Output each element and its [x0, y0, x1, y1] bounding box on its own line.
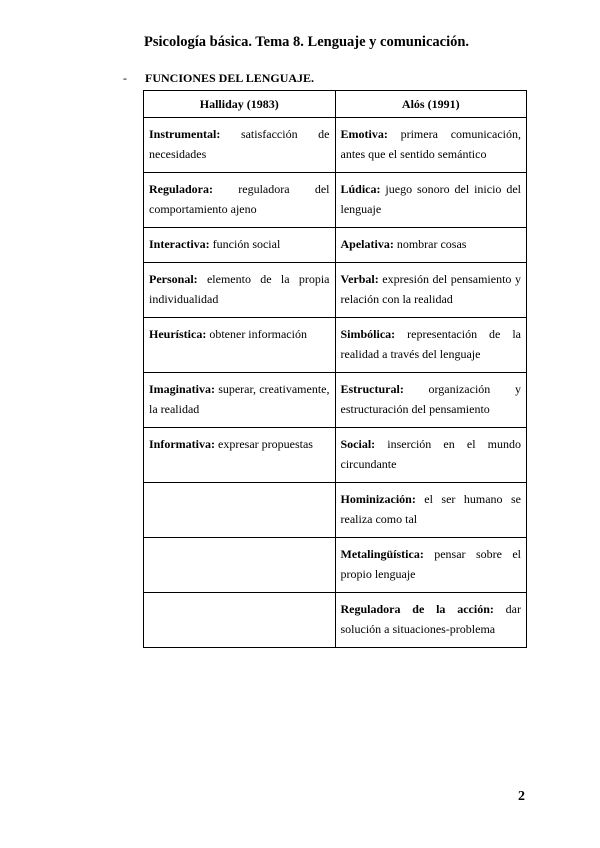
function-term: Metalingüística: — [340, 547, 424, 561]
function-description: el ser humano se realiza como tal — [340, 492, 521, 526]
function-term: Reguladora: — [149, 182, 213, 196]
function-description: obtener información — [206, 327, 307, 341]
table-row — [144, 228, 527, 263]
function-term: Simbólica: — [340, 327, 396, 341]
function-description: expresar propuestas — [215, 437, 313, 451]
halliday-cell-empty — [144, 538, 336, 593]
table-row — [144, 173, 527, 228]
halliday-cell — [144, 428, 336, 483]
function-term: Emotiva: — [340, 127, 388, 141]
function-term: Interactiva: — [149, 237, 210, 251]
table-row — [144, 118, 527, 173]
section-heading-line — [123, 71, 314, 86]
function-term: Personal: — [149, 272, 198, 286]
function-term: Imaginativa: — [149, 382, 215, 396]
language-functions-table — [143, 90, 527, 648]
function-term: Social: — [340, 437, 376, 451]
function-term: Instrumental: — [149, 127, 221, 141]
alos-cell — [335, 228, 527, 263]
halliday-cell — [144, 263, 336, 318]
function-term: Estructural: — [340, 382, 404, 396]
alos-cell — [335, 318, 527, 373]
halliday-cell — [144, 173, 336, 228]
column-header-alos: Alós (1991) — [335, 91, 527, 118]
function-description: expresión del pensamiento y relación con la realidad — [340, 272, 521, 306]
function-term: Lúdica: — [340, 182, 381, 196]
function-description: función social — [209, 237, 281, 251]
function-description: reguladora del comportamiento ajeno — [149, 182, 330, 216]
halliday-cell — [144, 228, 336, 263]
table-row — [144, 318, 527, 373]
alos-cell — [335, 263, 527, 318]
section-heading: FUNCIONES DEL LENGUAJE. — [145, 71, 315, 85]
page-title: Psicología básica. Tema 8. Lenguaje y comunicación. — [144, 34, 470, 50]
bullet-dash: - — [123, 71, 127, 85]
function-description: elemento de la propia individualidad — [149, 272, 330, 306]
table-row — [144, 538, 527, 593]
function-term: Apelativa: — [340, 237, 394, 251]
halliday-cell-empty — [144, 483, 336, 538]
table-header-row — [144, 91, 527, 118]
function-description: dar solución a situaciones-problema — [340, 602, 521, 636]
function-term: Reguladora de la acción: — [340, 602, 494, 616]
alos-cell — [335, 428, 527, 483]
halliday-cell-empty — [144, 593, 336, 648]
alos-cell — [335, 538, 527, 593]
function-term: Informativa: — [149, 437, 215, 451]
function-description: organización y estructuración del pensamiento — [340, 382, 521, 416]
function-description: pensar sobre el propio lenguaje — [340, 547, 521, 581]
halliday-cell — [144, 118, 336, 173]
alos-cell — [335, 373, 527, 428]
alos-cell — [335, 118, 527, 173]
table-row — [144, 428, 527, 483]
function-term: Heurística: — [149, 327, 207, 341]
table-row — [144, 483, 527, 538]
function-description: superar, creativamente, la realidad — [149, 382, 330, 416]
function-description: inserción en el mundo circundante — [340, 437, 521, 471]
function-description: representación de la realidad a través del lenguaje — [340, 327, 521, 361]
function-description: juego sonoro del inicio del lenguaje — [340, 182, 521, 216]
table-row — [144, 373, 527, 428]
table-row — [144, 593, 527, 648]
function-term: Hominización: — [340, 492, 416, 506]
function-term: Verbal: — [340, 272, 379, 286]
function-description: primera comunicación, antes que el sentido semántico — [340, 127, 521, 161]
alos-cell — [335, 593, 527, 648]
halliday-cell — [144, 373, 336, 428]
function-description: satisfacción de necesidades — [149, 127, 330, 161]
column-header-halliday: Halliday (1983) — [144, 91, 336, 118]
alos-cell — [335, 483, 527, 538]
alos-cell — [335, 173, 527, 228]
table-row — [144, 263, 527, 318]
page-number: 2 — [518, 789, 525, 804]
function-description: nombrar cosas — [393, 237, 467, 251]
halliday-cell — [144, 318, 336, 373]
